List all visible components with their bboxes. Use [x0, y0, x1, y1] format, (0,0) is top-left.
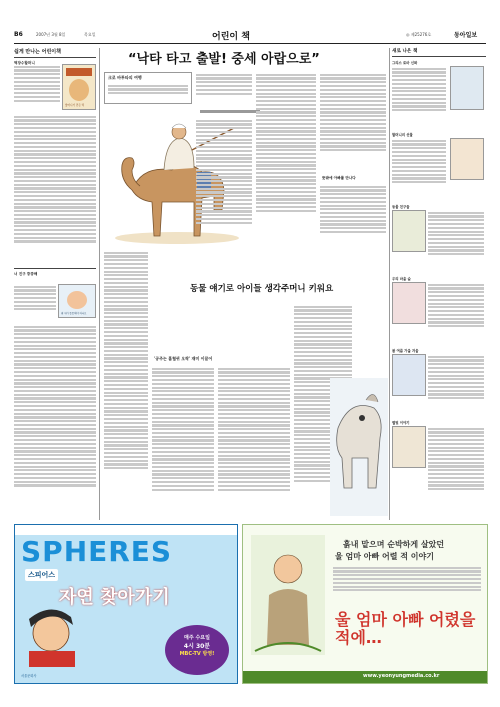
yeonyung-headline-2: 울 엄마 아빠 어렬 적 이야기	[335, 552, 434, 561]
new-book-cover-4	[392, 282, 426, 324]
section-title: 어린이 책	[212, 32, 250, 42]
article2-col-2	[218, 366, 290, 520]
page-header	[14, 30, 486, 42]
right-article-subhead: 뜻밖에 아빠를 만나다	[322, 176, 356, 180]
article-col-5	[320, 72, 386, 172]
spheres-character-drawing	[21, 607, 91, 667]
new-book-title-6: 별빛 이야기	[392, 421, 410, 425]
yeonyung-body	[333, 565, 481, 605]
article-inline-subhead	[200, 108, 260, 116]
article-col-2	[196, 72, 252, 104]
page-weekday: 목요일	[84, 32, 96, 37]
new-book-cover-6	[392, 426, 426, 468]
new-book-title-1: 그리스 로마 신화	[392, 61, 418, 65]
yeonyung-title-art: 울 엄마 아빠 어렸을 적에…	[335, 610, 476, 647]
dog-illustration	[330, 378, 388, 516]
book-cover-1	[62, 64, 96, 110]
yeonyung-footer-bar	[243, 671, 487, 683]
new-book-title-2: 할머니의 선물	[392, 133, 413, 137]
main-headline: “낙타 타고 출발! 중세 아랍으로”	[128, 52, 320, 67]
spheres-korean-title: 스피어스	[25, 569, 58, 581]
book-cover-1-caption: 할머니가 만든 떡	[65, 104, 85, 107]
left-column-rule	[99, 48, 100, 520]
new-book-item-5	[392, 348, 486, 418]
new-book-item-6	[392, 420, 486, 516]
new-book-item-2	[392, 132, 486, 202]
sidebar-title: 쉽게 만나는 어린이책	[14, 48, 96, 58]
new-book-item-3	[392, 204, 486, 274]
article2-col-1	[152, 366, 214, 520]
yeonyung-drawing	[251, 535, 325, 655]
article-subhead-1: 크로 바투타의 여행	[108, 75, 142, 80]
right-column-rule	[389, 48, 390, 520]
sidebar-text-1	[14, 64, 60, 110]
new-book-title-3: 동물 친구들	[392, 205, 410, 209]
new-book-title-4: 우리 마을 숲	[392, 277, 411, 281]
sidebar-book2-label: 너 진구 뚱뚱해	[14, 272, 38, 276]
spheres-character-art	[21, 607, 91, 667]
yeonyung-headline: 흙내 맡으며 순박하게 살았던	[343, 540, 445, 549]
article-subhead-box	[104, 72, 192, 104]
spheres-ad[interactable]	[14, 524, 238, 684]
newspaper-name: 동아일보	[454, 32, 478, 39]
spheres-badge-line1: 매주 수요일	[184, 635, 210, 641]
new-book-title-5: 봄 여름 가을 겨울	[392, 349, 419, 353]
sidebar-rule	[14, 268, 96, 269]
new-book-item-4	[392, 276, 486, 346]
new-book-cover-1	[450, 66, 484, 110]
sidebar-text-2	[14, 114, 96, 264]
spheres-big-text: 자연 찾아가기	[59, 587, 170, 608]
spheres-badge-line2: 4시 30분	[183, 643, 211, 650]
right-sidebar-title: 새로 나온 책	[392, 48, 486, 57]
sidebar-text-3	[14, 284, 56, 320]
spheres-footer: 서울문화사	[21, 674, 37, 678]
new-book-cover-3	[392, 210, 426, 252]
second-headline: 동물 얘기로 아이들 생각주머니 키워요	[190, 284, 334, 294]
pull-quote: '공주는 흡혈귀 오싹' 재미 이끌어	[154, 356, 213, 361]
book-cover-2	[58, 284, 96, 318]
sidebar-text-4	[14, 324, 96, 520]
dog-drawing	[330, 378, 388, 516]
new-book-item-1	[392, 60, 486, 130]
yeonyung-ad[interactable]	[242, 524, 488, 684]
yeonyung-footer[interactable]: www.yeonyungmedia.co.kr	[363, 673, 440, 679]
page-date: 2007년 3월 8일	[36, 32, 66, 37]
spheres-badge-line3: MBC-TV 방영!	[179, 651, 215, 657]
left-sidebar	[14, 48, 96, 520]
article-col-6	[320, 184, 386, 248]
spheres-badge	[165, 625, 229, 675]
article-col-1	[104, 250, 148, 520]
right-sidebar	[392, 48, 486, 520]
issue-number: ◎ 제25276호	[406, 32, 432, 37]
new-book-cover-2	[450, 138, 484, 180]
new-book-cover-5	[392, 354, 426, 396]
book-cover-2-caption: 왜 내가 뚱뚱해야 하나요	[61, 312, 87, 315]
sidebar-book1-title: 떡장수할머니	[14, 61, 35, 65]
spheres-logo: SPHERES	[21, 535, 173, 568]
page-number: B6	[14, 31, 23, 38]
header-rule	[14, 43, 486, 44]
yeonyung-illustration	[251, 535, 325, 655]
article-col-3	[196, 118, 252, 248]
article-col-4	[256, 72, 316, 248]
